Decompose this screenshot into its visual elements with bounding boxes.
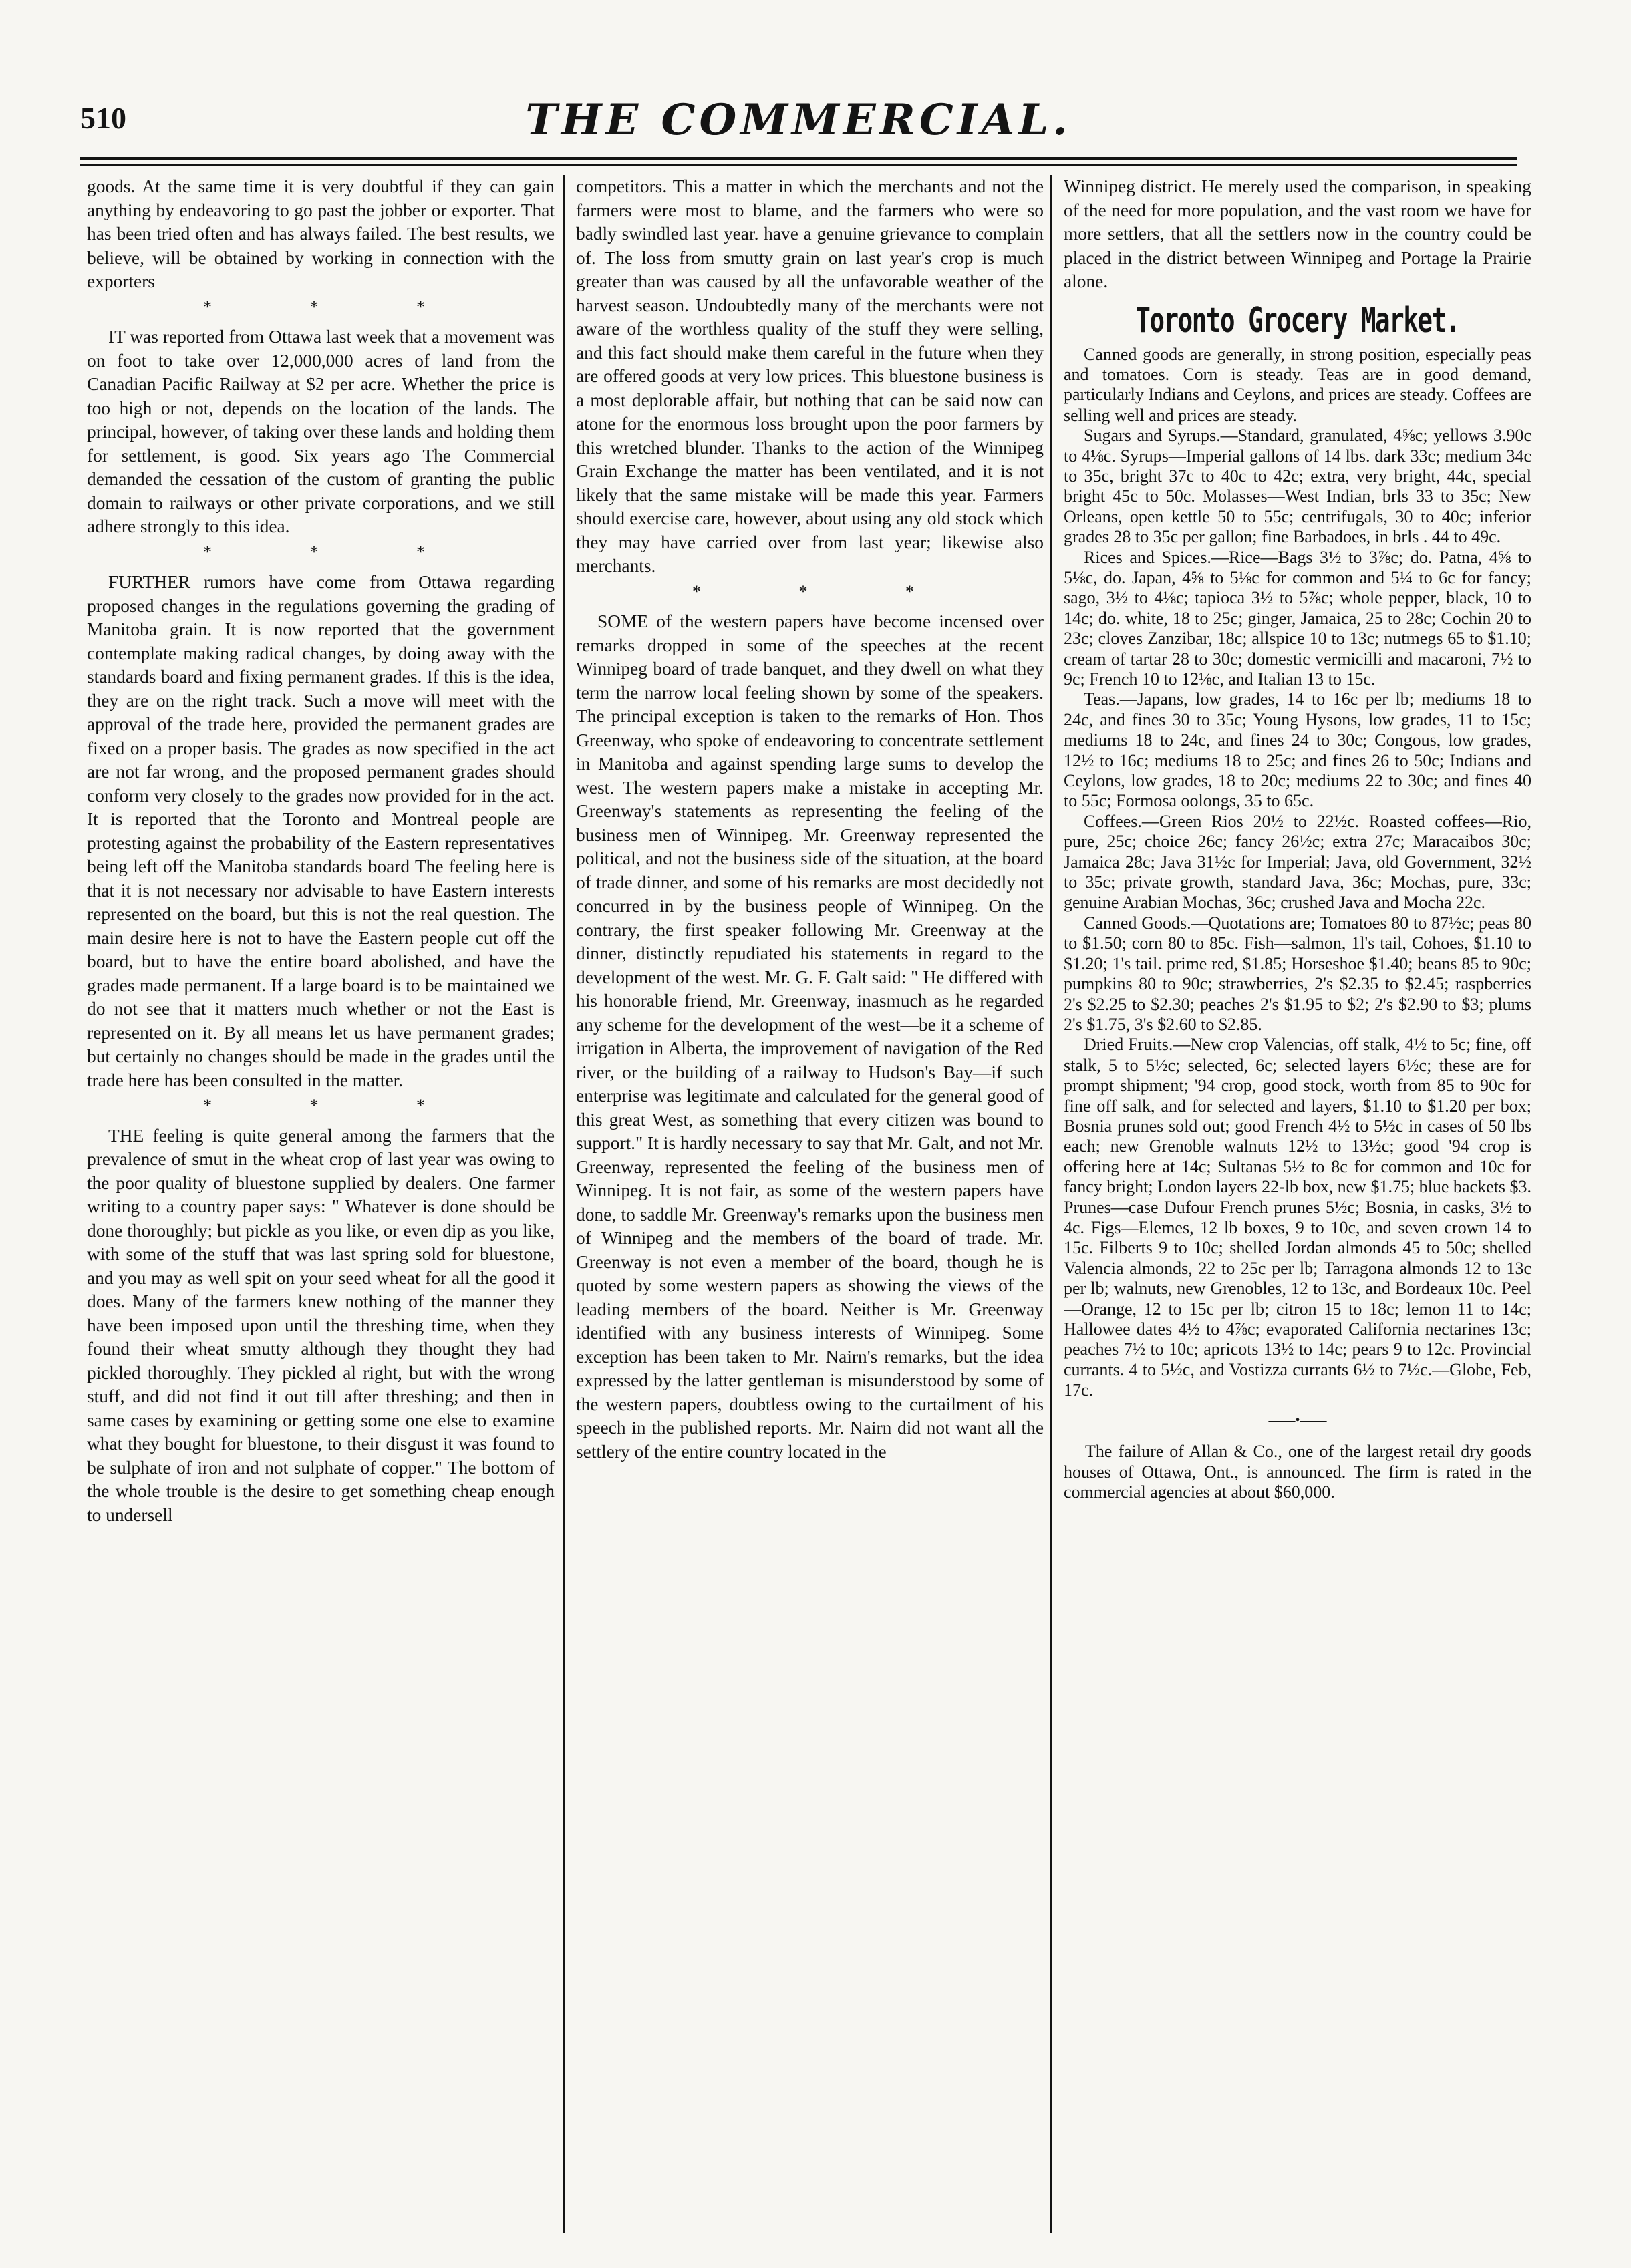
market-paragraph: Canned goods are generally, in strong position, especially peas and tomatoes. Corn is steady. Teas are in good demand, particularly Indians and Ceylons, and prices are steady. Coffees are selling well and prices are steady. xyxy=(1064,344,1531,425)
paragraph: Winnipeg district. He merely used the comparison, in speaking of the need for more population, and the vast room we have for more settlers, that all the settlers now in the country could be placed in the district between Winnipeg and Portage la Prairie alone. xyxy=(1064,176,1531,291)
paragraph: THE feeling is quite general among the farmers that the prevalence of smut in the wheat crop of last year was owing to the poor quality of bluestone supplied by dealers. One farmer writing to a country paper says: " Whatever is done should be done thoroughly; but pickle as you like, or even dip as you like, with some of the stuff that was last spring sold for bluestone, and you may as well spit on your seed wheat for all the good it does. Many of the farmers knew nothing of the manner they have been imposed upon until the threshing time, when they found their wheat smutty although they thought they had pickled thoroughly. They pickled al right, but with the wrong stuff, and did not find it out till after threshing; and then in same cases by examining or getting some one else to examine what they bought for bluestone, to their disgust it was found to be sulphate of iron and not sulphate of copper." The bottom of the whole trouble is the desire to get something cheap enough to undersell xyxy=(87,1125,555,1525)
column-divider xyxy=(563,175,565,2233)
section-separator: * * * xyxy=(203,1096,472,1115)
column-1 xyxy=(87,175,555,2236)
market-paragraph: Rices and Spices.—Rice—Bags 3½ to 3⅞c; do. Patna, 4⅝ to 5⅛c, do. Japan, 4⅝ to 5⅛c for common and 5¼ to 6c for fancy; sago, 3½ to 4⅛c; tapioca 3½ to 5⅞c; whole pepper, black, 10 to 14c; do. white, 18 to 25c; ginger, Jamaica, 25 to 28c; Cochin 20 to 23c; cloves Zanzibar, 18c; allspice 10 to 13c; nutmegs 65 to $1.10; cream of tartar 28 to 30c; domestic vermicilli and macaroni, 7½ to 9c; French 10 to 12⅛c, and Italian 13 to 15c. xyxy=(1064,547,1531,689)
paragraph: IT was reported from Ottawa last week that a movement was on foot to take over 12,000,000 acres of land from the Canadian Pacific Railway at $2 per acre. Whether the price is too high or not, depends on the location of the lands. The principal, however, of taking over these lands and holding them for settlement, is good. Six years ago The Commercial demanded the cessation of the custom of granting the public domain to railways or other private corporations, and we still adhere strongly to this idea. xyxy=(87,327,555,536)
market-paragraph: Coffees.—Green Rios 20½ to 22½c. Roasted coffees—Rio, pure, 25c; choice 26c; fancy 26½c; extra 27c; Maracaibos 30c; Jamaica 28c; Java 31½c for Imperial; Java, old Government, 32½ to 35c; private growth, standard Java, 36c; Mochas, pure, 33c; genuine Arabian Mochas, 36c; crushed Java and Mocha 22c. xyxy=(1064,811,1531,913)
section-separator: * * * xyxy=(203,297,472,317)
paragraph: goods. At the same time it is very doubtful if they can gain anything by endeavoring to go past the jobber or exporter. That has been tried often and has always failed. The best results, we believe, will be obtained by working in connection with the exporters xyxy=(87,176,555,291)
market-paragraph: Dried Fruits.—New crop Valencias, off stalk, 4½ to 5c; fine, off stalk, 5 to 5½c; selected, 6c; selected layers 6½c; these are for prompt shipment; '94 crop, good stock, worth from 85 to 90c for fine off salk, and for selected and layers, $1.10 to $1.20 per box; Bosnia prunes sold out; good French 4½ to 5½c in cases of 50 lbs each; new Grenoble walnuts 12½ to 13½c; good '94 crop is offering here at 14c; Sultanas 5½ to 8c for common and 10c for fancy bright; London layers 22-lb box, new $1.75; blue backets $3. Prunes—case Dufour French prunes 5½c; Bosnia, in casks, 3½ to 4c. Figs—Elemes, 12 lb boxes, 9 to 10c, and seven crown 14 to 15c. Filberts 9 to 10c; shelled Jordan almonds 45 to 50c; shelled Valencia almonds, 22 to 25c per lb; Tarragona almonds 12 to 13c per lb; walnuts, new Grenobles, 12 to 13c, and Bordeaux 10c. Peel—Orange, 12 to 15c per lb; citron 15 to 18c; lemon 11 to 14c; Hallowee dates 4½ to 4⅞c; evaporated California nectarines 13c; peaches 7½ to 10c; apricots 13½ to 14c; pears 9 to 12c. Provincial currants. 4 to 5½c, and Vostizza currants 6½ to 7½c.—Globe, Feb, 17c. xyxy=(1064,1035,1531,1400)
section-separator: ——•—— xyxy=(1268,1412,1327,1428)
column-divider xyxy=(1050,175,1052,2233)
market-paragraph: Canned Goods.—Quotations are; Tomatoes 80 to 87½c; peas 80 to $1.50; corn 80 to 85c. Fish—salmon, 1l's tail, Cohoes, $1.10 to $1.20; 1's tail. prime red, $1.85; Horseshoe $1.40; beans 85 to 90c; pumpkins 80 to 90c; strawberries, 2's $2.35 to $2.45; raspberries 2's $2.25 to $2.30; peaches 2's $1.95 to $2; 2's $2.90 to $3; plums 2's $1.75, 3's $2.60 to $2.85. xyxy=(1064,913,1531,1034)
masthead: THE COMMERCIAL. xyxy=(525,95,1072,145)
paragraph: SOME of the western papers have become incensed over remarks dropped in some of the speeches at the recent Winnipeg board of trade banquet, and they dwell on what they term the narrow local feeling shown by some of the speakers. The principal exception is taken to the remarks of Hon. Thos Greenway, who spoke of endeavoring to concentrate settlement in Manitoba and against spending large sums to develop the west. The western papers make a mistake in accepting Mr. Greenway's statements as representing the feeling of the business men of Winnipeg. Mr. Greenway represented the political, and not the business side of the situation, at the board of trade dinner, and some of his remarks are most decidedly not concurred in by the business people of Winnipeg. On the contrary, the first speaker following Mr. Greenway at the dinner, distinctly repudiated his statements in regard to the development of the west. Mr. G. F. Galt said: " He differed with his honorable friend, Mr. Greenway, inasmuch as he regarded any scheme for the development of the west—be it a scheme of irrigation in Alberta, the improvement of navigation of the Red river, or the building of a railway to Hudson's Bay—if such enterprise was legitimate and calculated for the general good of this great West, as something that every citizen was bound to support." It is hardly necessary to say that Mr. Galt, and not Mr. Greenway, represented the feeling of the business men of Winnipeg. It is not fair, as some of the western papers have done, to saddle Mr. Greenway's remarks upon the business men of Winnipeg and the members of the board of trade. Mr. Greenway is not even a member of the board, though he is quoted by some western papers as showing the views of the leading members of the board. Neither is Mr. Greenway identified with any business interests of Winnipeg. Some exception has been taken to Mr. Nairn's remarks, but the idea expressed by the latter gentleman is misunderstood by some of the western papers, doubtless owing to the curtailment of his speech in the published reports. Mr. Nairn did not want all the settlery of the entire country located in the xyxy=(576,611,1044,1462)
column-2 xyxy=(576,175,1044,2236)
market-heading: Toronto Grocery Market. xyxy=(1135,300,1460,341)
market-paragraph: Sugars and Syrups.—Standard, granulated, 4⅝c; yellows 3.90c to 4⅛c. Syrups—Imperial gallons of 14 lbs. dark 33c; medium 34c to 35c, bright 37c to 40c to 42c; extra, very bright, 44c, special bright 45c to 50c. Molasses—West Indian, brls 33 to 35c; New Orleans, open kettle 50 to 55c; centrifugals, 30 to 40c; inferior grades 28 to 35c per gallon; fine Barbadoes, in brls . 44 to 49c. xyxy=(1064,426,1531,547)
page-header xyxy=(80,95,1517,145)
page-number: 510 xyxy=(80,101,126,135)
column-3 xyxy=(1064,175,1531,2236)
paragraph: FURTHER rumors have come from Ottawa regarding proposed changes in the regulations governing the grading of Manitoba grain. It is now reported that the government contemplate making radical changes, by doing away with the standards board and fixing permanent grades. If this is the idea, they are on the right track. Such a move will meet with the approval of the trade here, provided the permanent grades are fixed on a proper basis. The grades as now specified in the act are not far wrong, and the proposed permanent grades should conform very closely to the grades now provided for in the act. It is reported that the Toronto and Montreal people are protesting against the probability of the Eastern representatives being left off the Manitoba standards board The feeling here is that it is not necessary nor advisable to have Eastern interests represented on the board, but this is not the real question. The main desire here is not to have the Eastern people cut off the board, but to have the entire board abolished, and have the grades made permanent. If a large board is to be maintained we do not see that it matters much whether or not the East is represented on it. By all means let us have permanent grades; but certainly no changes should be made in the grades until the trade here has been consulted in the matter. xyxy=(87,572,555,1090)
header-rule xyxy=(80,157,1517,160)
section-separator: * * * xyxy=(203,542,472,562)
market-report xyxy=(1064,345,1531,1401)
paragraph: The failure of Allan & Co., one of the largest retail dry goods houses of Ottawa, Ont., is announced. The firm is rated in the commercial agencies at about $60,000. xyxy=(1064,1442,1531,1502)
header-rule-thin xyxy=(80,164,1517,166)
paragraph: competitors. This a matter in which the merchants and not the farmers were most to blame, and the farmers who were so badly swindled last year. have a genuine grievance to complain of. The loss from smutty grain on last year's crop is much greater than was caused by all the unfavorable weather of the harvest season. Undoubtedly many of the merchants were not aware of the worthless quality of the stuff they were selling, and this fact should make them careful in the future when they are offered goods at very low prices. This bluestone business is a most deplorable affair, but nothing that can be said now can atone for the enormous loss brought upon the poor farmers by this wretched blunder. Thanks to the action of the Winnipeg Grain Exchange the matter has been ventilated, and it is not likely that the same mistake will be made this year. Farmers should exercise care, however, about using any old stock which they may have carried over from last year; likewise also merchants. xyxy=(576,176,1044,576)
section-separator: * * * xyxy=(692,581,961,601)
market-paragraph: Teas.—Japans, low grades, 14 to 16c per lb; mediums 18 to 24c, and fines 30 to 35c; Young Hysons, low grades, 11 to 15c; mediums 18 to 24c, and fines 24 to 30c; Congous, low grades, 12½ to 16c; mediums 18 to 25c; and fines 26 to 50c; Indians and Ceylons, low grades, 18 to 20c; mediums 22 to 30c; and fines 40 to 55c; Formosa oolongs, 35 to 65c. xyxy=(1064,689,1531,811)
